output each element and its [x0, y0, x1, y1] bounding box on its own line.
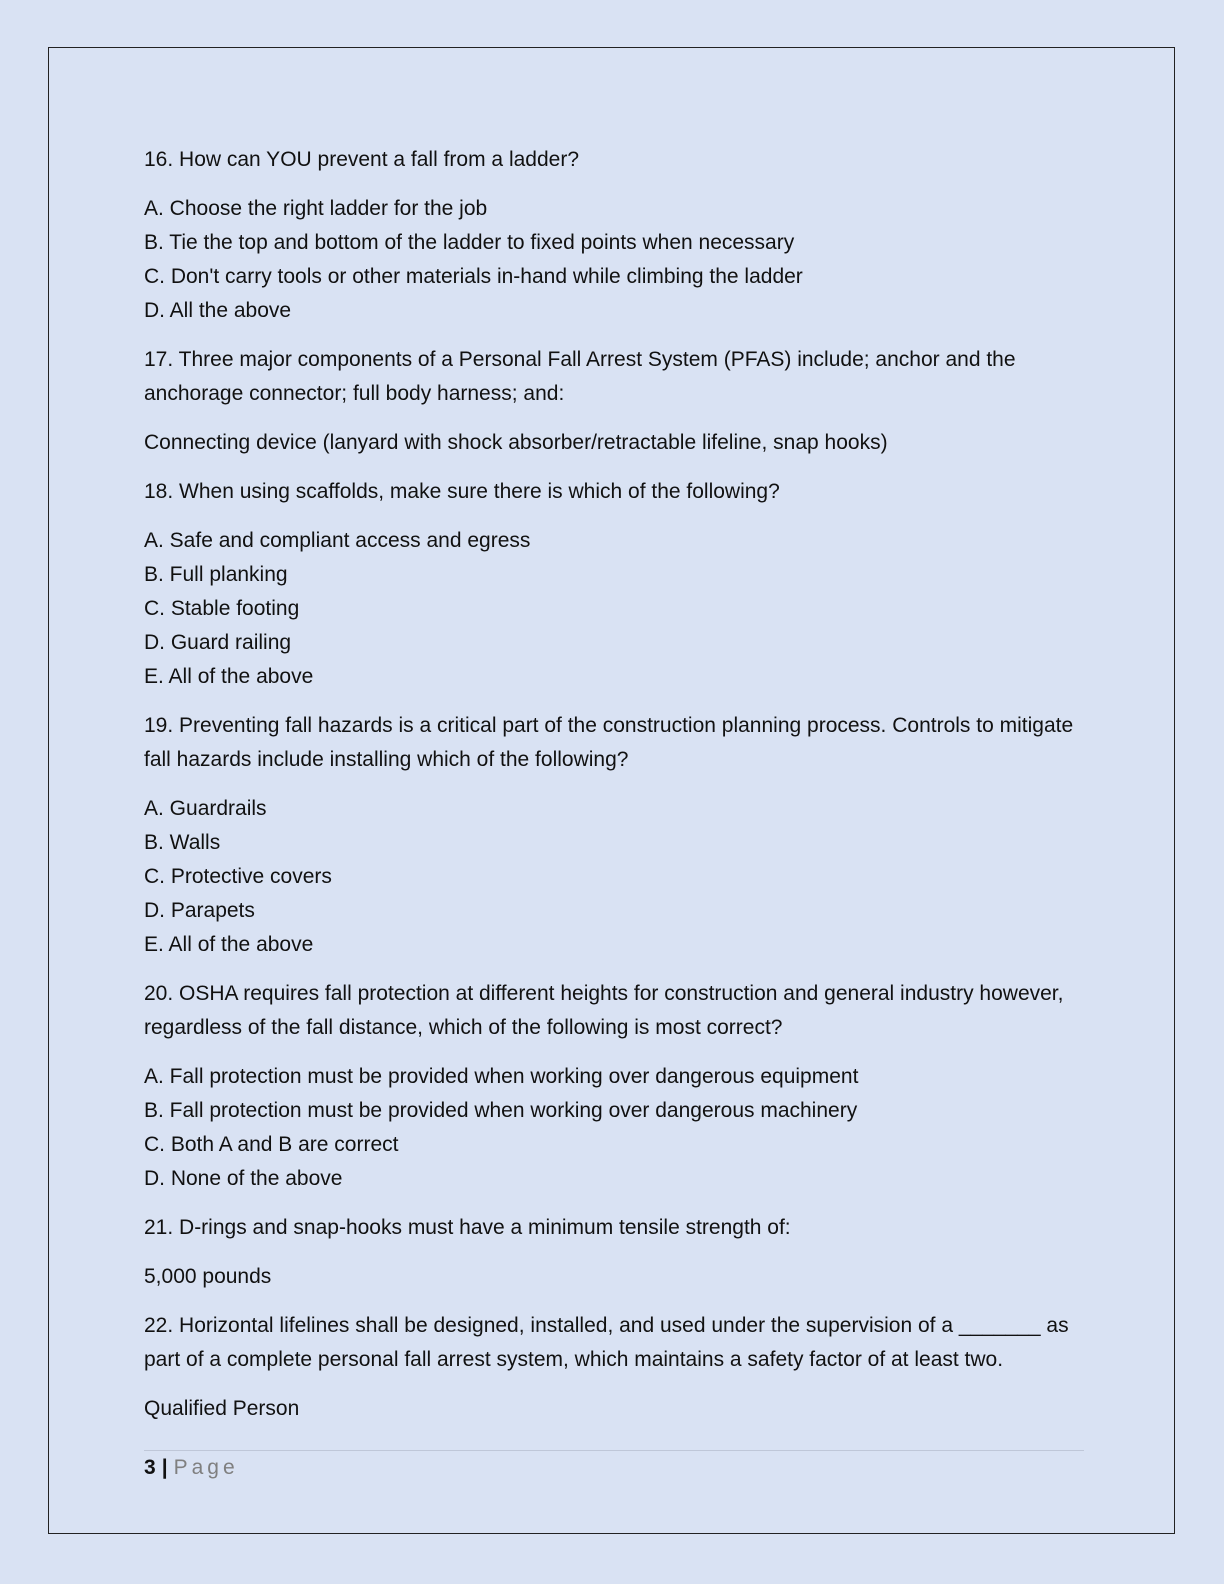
option: B. Fall protection must be provided when working over dangerous machinery — [144, 1099, 858, 1122]
option: D. Guard railing — [144, 631, 292, 654]
option: E. All of the above — [144, 665, 314, 688]
options-16 — [144, 192, 1094, 328]
option: A. Safe and compliant access and egress — [144, 529, 531, 552]
page-number: 3 — [144, 1456, 156, 1479]
option: D. All the above — [144, 299, 292, 322]
footer-separator: | — [161, 1456, 168, 1479]
option: B. Walls — [144, 831, 221, 854]
option: E. All of the above — [144, 933, 314, 956]
question-20: 20. OSHA requires fall protection at different heights for construction and general industry however, regardless of the fall distance, which of the following is most correct? — [144, 982, 1064, 1039]
page-label: Page — [173, 1456, 239, 1479]
options-20 — [144, 1060, 1094, 1196]
option: A. Choose the right ladder for the job — [144, 197, 488, 220]
option: B. Full planking — [144, 563, 288, 586]
question-16: 16. How can YOU prevent a fall from a ladder? — [144, 148, 580, 171]
option: B. Tie the top and bottom of the ladder to fixed points when necessary — [144, 231, 795, 254]
options-19 — [144, 792, 1094, 962]
option: C. Stable footing — [144, 597, 300, 620]
question-22: 22. Horizontal lifelines shall be designed, installed, and used under the supervision of a _______ as part of a complete personal fall arrest system, which maintains a safety factor of at least two. — [144, 1314, 1069, 1371]
question-18: 18. When using scaffolds, make sure there is which of the following? — [144, 480, 780, 503]
option: C. Both A and B are correct — [144, 1133, 399, 1156]
option: A. Fall protection must be provided when working over dangerous equipment — [144, 1065, 859, 1088]
document-body — [144, 143, 1094, 1441]
options-18 — [144, 524, 1094, 694]
option: C. Protective covers — [144, 865, 332, 888]
answer-22: Qualified Person — [144, 1397, 300, 1420]
answer-17: Connecting device (lanyard with shock absorber/retractable lifeline, snap hooks) — [144, 431, 888, 454]
page-footer — [144, 1450, 1084, 1483]
question-19: 19. Preventing fall hazards is a critical part of the construction planning process. Controls to mitigate fall hazards include installing which of the following? — [144, 714, 1074, 771]
option: C. Don't carry tools or other materials in-hand while climbing the ladder — [144, 265, 803, 288]
question-21: 21. D-rings and snap-hooks must have a minimum tensile strength of: — [144, 1216, 791, 1239]
option: D. None of the above — [144, 1167, 343, 1190]
answer-21: 5,000 pounds — [144, 1265, 272, 1288]
option: A. Guardrails — [144, 797, 267, 820]
option: D. Parapets — [144, 899, 255, 922]
question-17: 17. Three major components of a Personal Fall Arrest System (PFAS) include; anchor and the anchorage connector; full body harness; and: — [144, 348, 1016, 405]
